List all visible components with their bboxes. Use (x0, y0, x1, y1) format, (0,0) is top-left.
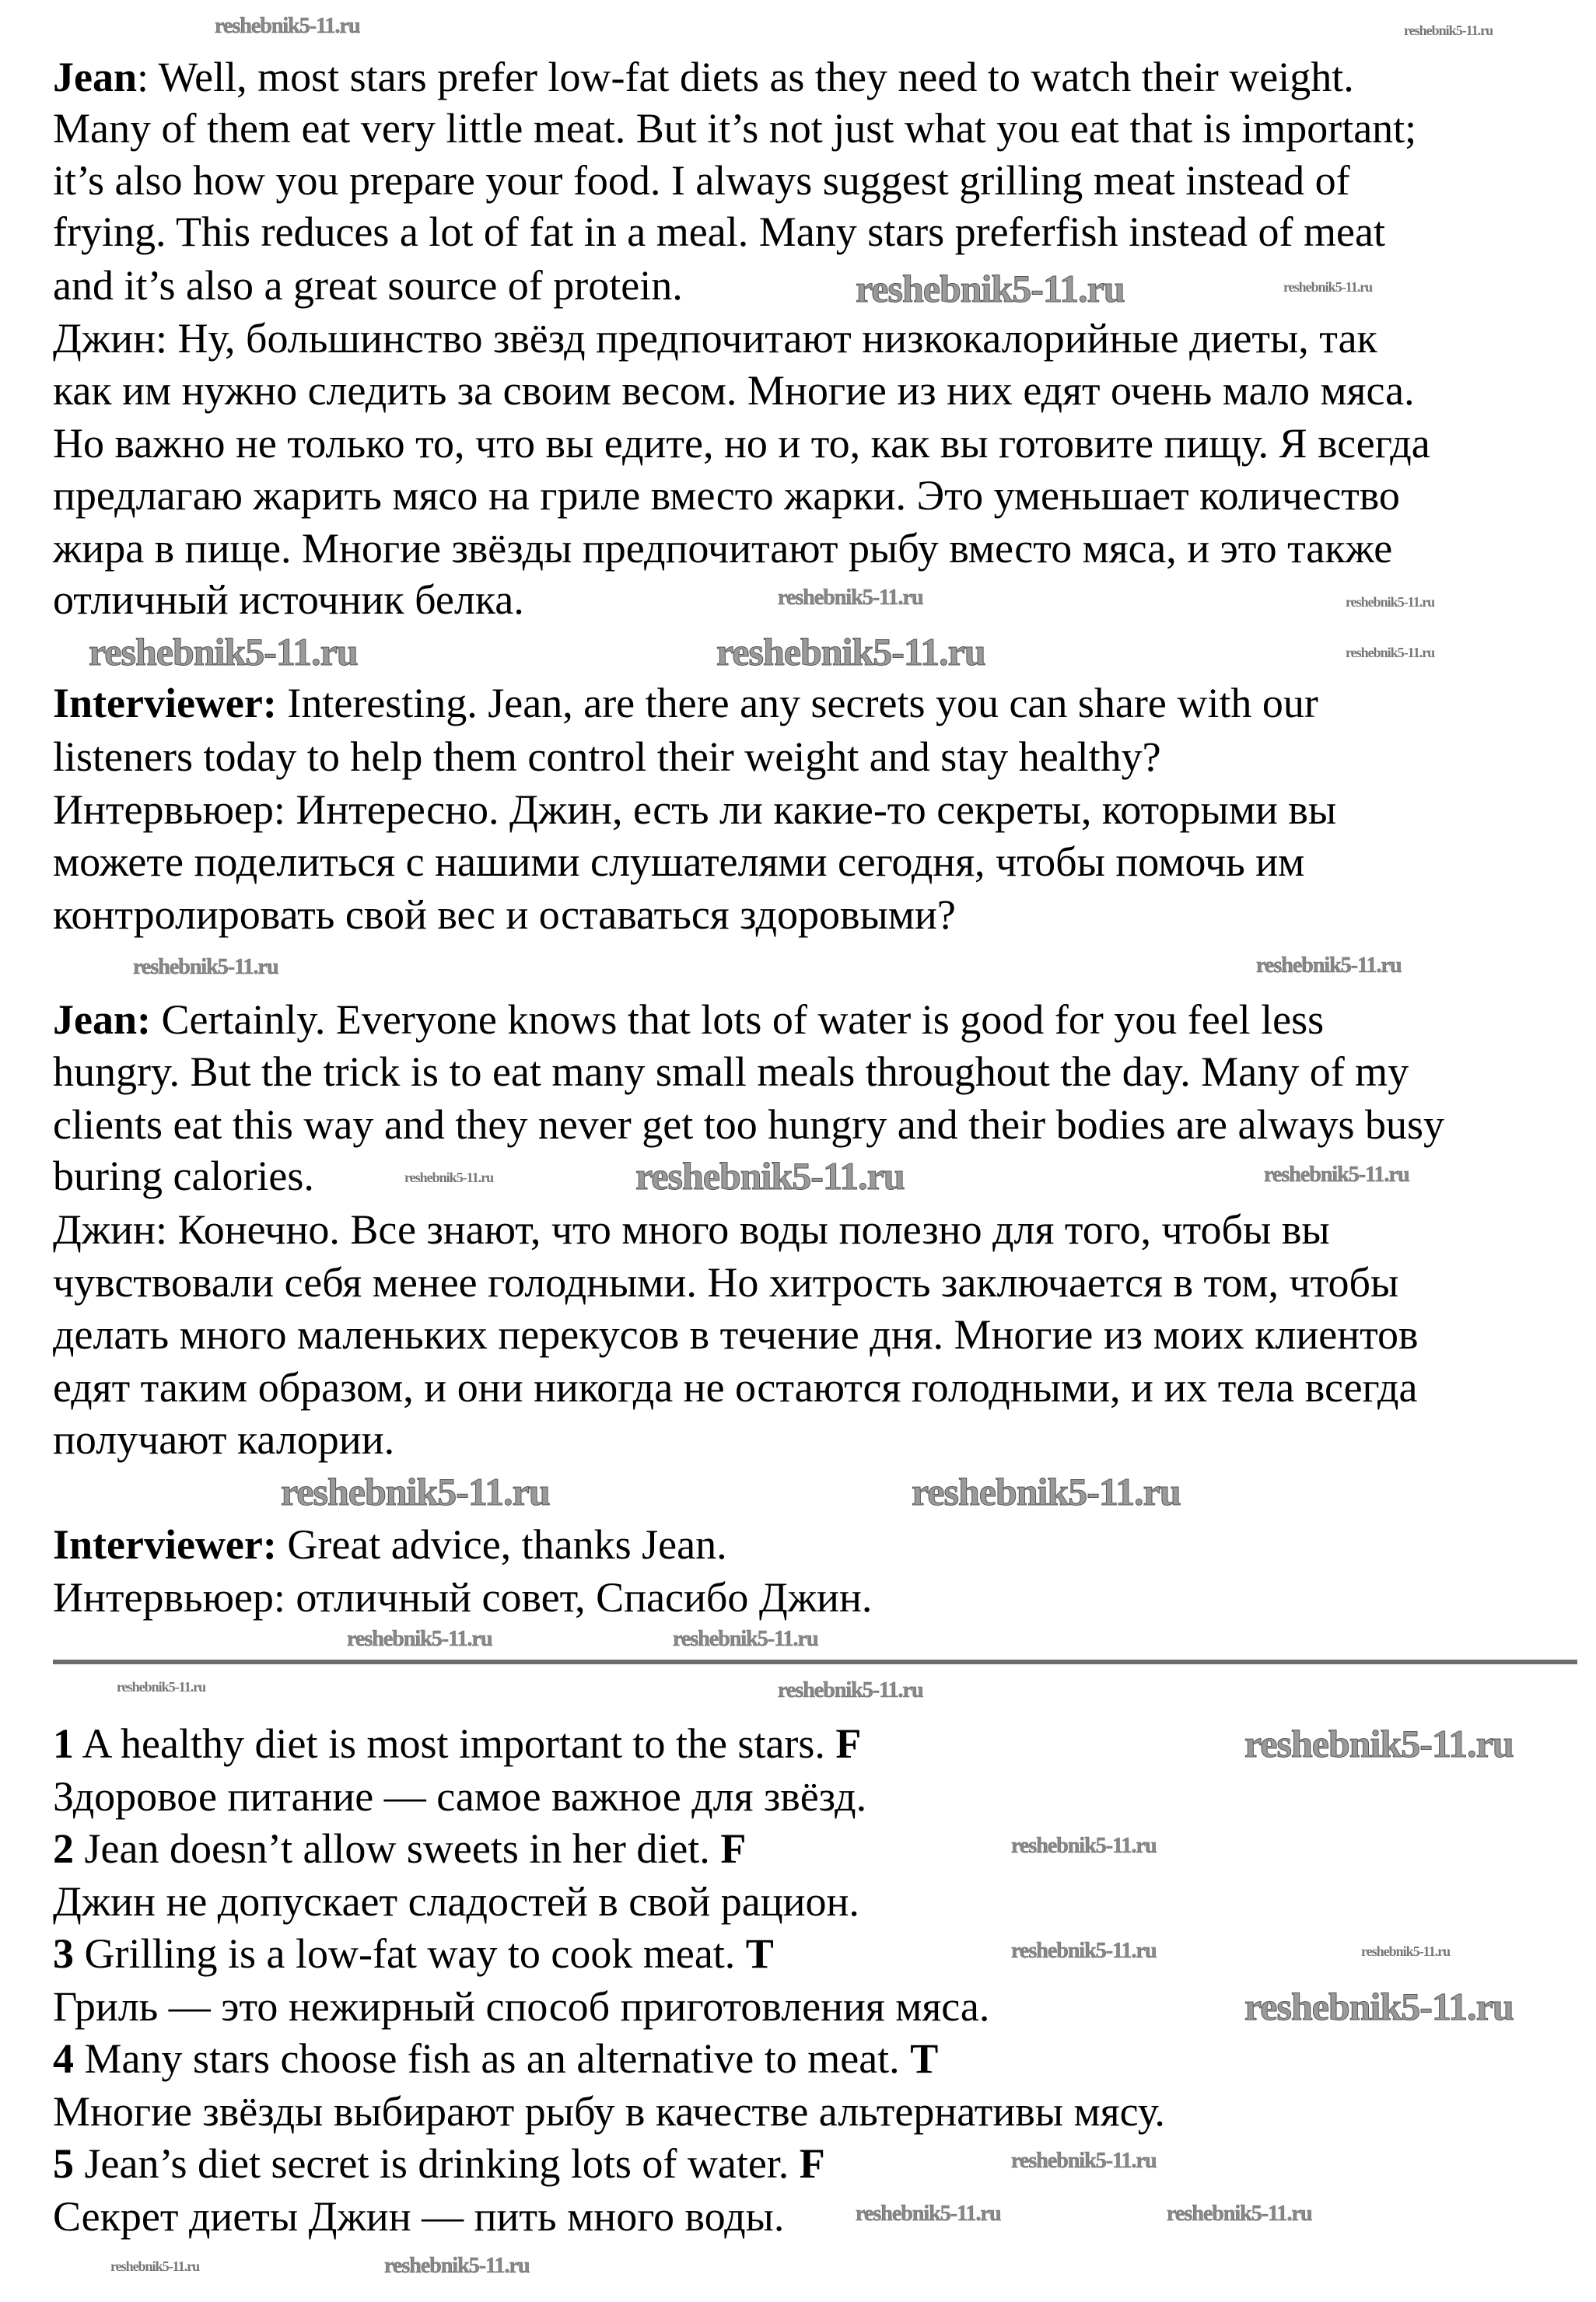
line-text: можете поделиться с нашими слушателями сегодня, чтобы помочь им (53, 838, 1305, 885)
statement-text: Jean’s diet secret is drinking lots of water. (74, 2140, 800, 2187)
dialogue-line (53, 1520, 727, 1569)
dialogue-line (53, 1258, 1398, 1307)
section-divider (53, 1660, 1577, 1664)
statement-number: 1 (53, 1720, 74, 1767)
statement-text: Many stars choose fish as an alternative to meat. (74, 2035, 911, 2082)
dialogue-line (53, 1151, 314, 1201)
dialogue-line (53, 678, 1318, 728)
watermark: reshebnik5-11.ru (635, 1154, 905, 1198)
line-text: and it’s also a great source of protein. (53, 262, 683, 309)
watermark: reshebnik5-11.ru (1244, 1985, 1514, 2028)
statement-text: Grilling is a low-fat way to cook meat. (74, 1930, 746, 1977)
dialogue-line (53, 1310, 1419, 1359)
watermark: reshebnik5-11.ru (1264, 1163, 1409, 1187)
speaker-name: Interviewer: (53, 1521, 277, 1568)
statement-2 (53, 1824, 746, 1873)
dialogue-line (53, 471, 1400, 520)
watermark: reshebnik5-11.ru (1256, 953, 1402, 978)
line-text: отличный источник белка. (53, 576, 524, 623)
line-text: Great advice, thanks Jean. (276, 1521, 727, 1568)
line-text: Interesting. Jean, are there any secrets you can share with our (276, 680, 1318, 726)
watermark: reshebnik5-11.ru (384, 2254, 530, 2278)
watermark: reshebnik5-11.ru (89, 630, 358, 673)
watermark: reshebnik5-11.ru (1011, 2149, 1157, 2173)
watermark: reshebnik5-11.ru (673, 1627, 818, 1651)
dialogue-line (53, 785, 1336, 834)
watermark: reshebnik5-11.ru (404, 1170, 494, 1185)
line-text: Джин: Ну, большинство звёзд предпочитают низкокалорийные диеты, так (53, 315, 1377, 362)
watermark: reshebnik5-11.ru (133, 955, 278, 979)
watermark: reshebnik5-11.ru (1011, 1939, 1157, 1963)
watermark: reshebnik5-11.ru (1404, 23, 1493, 38)
watermark: reshebnik5-11.ru (856, 2202, 1001, 2226)
dialogue-line (53, 418, 1430, 468)
statement-translation: Гриль — это нежирный способ приготовления мяса. (53, 1983, 990, 2030)
line-text: it’s also how you prepare your food. I always suggest grilling meat instead of (53, 157, 1350, 204)
line-text: clients eat this way and they never get too hungry and their bodies are always busy (53, 1101, 1444, 1148)
line-text: buring calories. (53, 1153, 314, 1199)
statement-text: A healthy diet is most important to the stars. (74, 1720, 836, 1767)
dialogue-line (53, 52, 1354, 102)
dialogue-line (53, 732, 1161, 782)
dialogue-line (53, 575, 524, 624)
statement-translation: Секрет диеты Джин — пить много воды. (53, 2193, 785, 2240)
line-text: frying. This reduces a lot of fat in a meal. Many stars preferfish instead of meat (53, 208, 1385, 255)
watermark: reshebnik5-11.ru (110, 2258, 200, 2274)
watermark: reshebnik5-11.ru (716, 630, 985, 673)
answer-mark: T (745, 1930, 774, 1977)
line-text: hungry. But the trick is to eat many small meals throughout the day. Many of my (53, 1048, 1409, 1095)
statement-number: 4 (53, 2035, 74, 2082)
watermark: reshebnik5-11.ru (1346, 645, 1435, 660)
dialogue-line (53, 890, 956, 939)
speaker-name: Jean: (53, 996, 151, 1043)
answer-mark: F (799, 2140, 825, 2187)
watermark: reshebnik5-11.ru (856, 267, 1125, 310)
line-text: Certainly. Everyone knows that lots of water is good for you feel less (150, 996, 1325, 1043)
dialogue-line (53, 207, 1385, 257)
line-text: делать много маленьких перекусов в течение дня. Многие из моих клиентов (53, 1311, 1419, 1358)
statement-translation: Здоровое питание — самое важное для звёзд. (53, 1773, 867, 1820)
line-text: Но важно не только то, что вы едите, но и то, как вы готовите пищу. Я всегда (53, 420, 1430, 467)
statement-5 (53, 2139, 825, 2188)
line-text: listeners today to help them control their weight and stay healthy? (53, 733, 1161, 780)
dialogue-line (53, 1415, 394, 1464)
dialogue-line (53, 837, 1304, 887)
answer-mark: F (835, 1720, 862, 1767)
answer-mark: F (720, 1825, 747, 1872)
line-text: получают калории. (53, 1416, 395, 1463)
dialogue-line (53, 103, 1416, 153)
statement-3 (53, 1929, 774, 1978)
dialogue-line (53, 995, 1324, 1044)
statement-number: 3 (53, 1930, 74, 1977)
dialogue-line (53, 313, 1377, 363)
line-text: Интервьюер: отличный совет, Спасибо Джин. (53, 1574, 873, 1621)
line-text: как им нужно следить за своим весом. Многие из них едят очень мало мяса. (53, 367, 1415, 414)
line-text: предлагаю жарить мясо на гриле вместо жарки. Это уменьшает количество (53, 472, 1400, 519)
watermark: reshebnik5-11.ru (1011, 1834, 1157, 1858)
watermark: reshebnik5-11.ru (1244, 1722, 1514, 1765)
line-text: Интервьюер: Интересно. Джин, есть ли какие-то секреты, которыми вы (53, 786, 1337, 833)
line-text: жира в пище. Многие звёзды предпочитают рыбу вместо мяса, и это также (53, 525, 1393, 572)
speaker-name: Interviewer: (53, 680, 277, 726)
line-text: : Well, most stars prefer low-fat diets as they need to watch their weight. (137, 54, 1354, 100)
statement-number: 5 (53, 2140, 74, 2187)
watermark: reshebnik5-11.ru (778, 1678, 923, 1702)
dialogue-line (53, 366, 1415, 415)
answer-mark: T (910, 2035, 939, 2082)
line-text: чувствовали себя менее голодными. Но хитрость заключается в том, чтобы (53, 1259, 1399, 1306)
dialogue-line (53, 1205, 1330, 1254)
watermark: reshebnik5-11.ru (281, 1470, 550, 1513)
statement-4 (53, 2034, 938, 2083)
line-text: Many of them eat very little meat. But it’s not just what you eat that is important; (53, 105, 1417, 152)
dialogue-line (53, 523, 1392, 573)
statement-translation: Джин не допускает сладостей в свой рацион. (53, 1878, 859, 1925)
watermark: reshebnik5-11.ru (347, 1627, 492, 1651)
dialogue-line (53, 1363, 1417, 1412)
dialogue-line (53, 261, 683, 310)
dialogue-line (53, 1047, 1409, 1097)
watermark: reshebnik5-11.ru (1361, 1943, 1451, 1959)
watermark: reshebnik5-11.ru (778, 586, 923, 610)
line-text: контролировать свой вес и оставаться здоровыми? (53, 891, 956, 938)
statement-1 (53, 1719, 861, 1768)
statement-text: Jean doesn’t allow sweets in her diet. (74, 1825, 721, 1872)
watermark: reshebnik5-11.ru (1167, 2202, 1312, 2226)
watermark: reshebnik5-11.ru (215, 14, 360, 38)
dialogue-line (53, 1100, 1444, 1149)
watermark: reshebnik5-11.ru (117, 1679, 206, 1695)
watermark: reshebnik5-11.ru (912, 1470, 1181, 1513)
dialogue-line (53, 156, 1350, 205)
watermark: reshebnik5-11.ru (1283, 279, 1373, 295)
dialogue-line (53, 1573, 872, 1622)
watermark: reshebnik5-11.ru (1346, 594, 1435, 610)
statement-translation: Многие звёзды выбирают рыбу в качестве альтернативы мясу. (53, 2088, 1165, 2135)
speaker-name: Jean (53, 54, 137, 100)
statement-number: 2 (53, 1825, 74, 1872)
line-text: Джин: Конечно. Все знают, что много воды полезно для того, чтобы вы (53, 1206, 1330, 1253)
line-text: едят таким образом, и они никогда не остаются голодными, и их тела всегда (53, 1364, 1418, 1411)
